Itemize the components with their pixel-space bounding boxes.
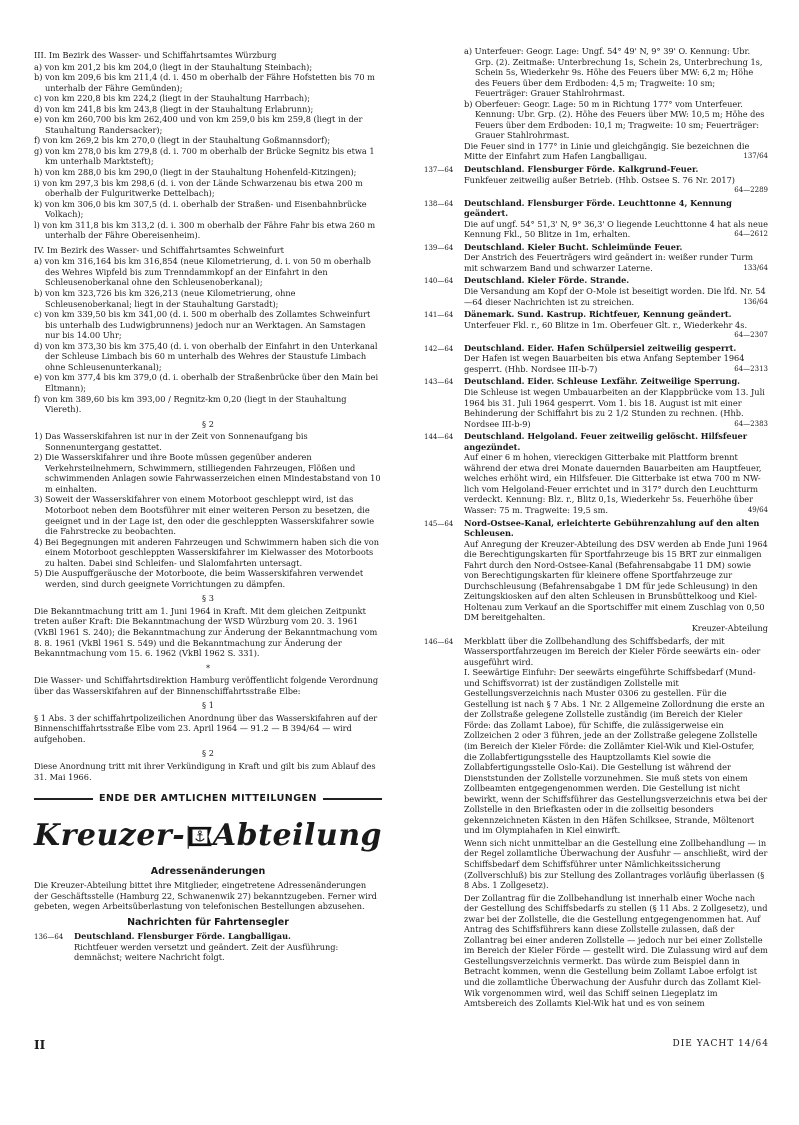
list-item: c) von km 339,50 bis km 341,00 (d. i. 500 m oberhalb des Zollamtes Schweinfurt bis unterhalb des Ludwigbrunnens) jedoch nur an Werktagen. An Samstagen nur bis 14.00 Uhr; — [34, 309, 371, 341]
notice-item — [424, 518, 768, 634]
list-item: b) von km 323,726 bis km 326,213 (neue Kilometrierung, ohne Schleusenoberkanal; liegt in der Stauhaltung Garstadt); — [34, 288, 296, 309]
notice-item — [424, 309, 768, 341]
address-heading: Adressenänderungen — [150, 865, 266, 877]
notice-number: 139—64 — [424, 243, 454, 252]
continuation-block — [424, 46, 768, 162]
notice-title: Dänemark. Sund. Kastrup. Richtfeuer, Kennung geändert. — [464, 309, 732, 320]
notice-title: Deutschland. Kieler Förde. Strande. — [464, 275, 630, 286]
notice-item — [424, 431, 768, 515]
notice-number: 142—64 — [424, 344, 454, 353]
notice-body — [464, 164, 768, 196]
notice-text — [464, 452, 768, 515]
list-item: e) von km 377,4 bis km 379,0 (d. i. oberhalb der Straßenbrücke über den Main bei Eltmann); — [34, 372, 379, 393]
reference-code: 64—2612 — [734, 230, 768, 239]
notice-number: 144—64 — [424, 433, 454, 442]
section-title: III. Im Bezirk des Wasser- und Schiffahrtsamtes Würzburg — [34, 50, 277, 60]
reference-code: 64—2307 — [734, 331, 768, 340]
left-column — [34, 46, 382, 963]
list-item: c) von km 220,8 bis km 224,2 (liegt in der Stauhaltung Harrbach); — [34, 93, 311, 104]
right-column — [424, 46, 768, 1011]
list-item: a) von km 316,164 bis km 316,854 (neue Kilometrierung, d. i. von 50 m oberhalb des Wehres Wipfeld bis zum Trenndammkopf an der Einfahrt in den Schleusenoberkanal ohne den Schleusenoberkanal); — [34, 256, 371, 288]
notice-number: 137—64 — [424, 166, 454, 175]
section-list — [34, 62, 382, 241]
list-item: e) von km 260,700 bis km 262,400 und von km 259,0 bis km 259,8 (liegt in der Stauhaltung Randersacker); — [34, 114, 363, 135]
notice-title: Deutschland. Flensburger Förde. Leuchttonne 4, Kennung geändert. — [464, 197, 732, 219]
notice-body — [464, 376, 768, 429]
notice-146-body — [424, 667, 768, 1009]
notice-item — [424, 242, 768, 274]
paragraph-text: I. Seewärtige Einfuhr: Der seewärts eingeführte Schiffsbedarf (Mund- und Schiffsvorrat) ist der zuständigen Zollstelle mit Gestellungsverzeichnis nach Muster 0306 zu gestellen. Für die Gestellung ist nach § 7 Abs. 1 Nr. 2 Allgemeine Zollordnung die erste an der Zollstraße gelegene Zollstelle zuständig (im Bereich der Kieler Förde: das Zollamt Laboe), für Schiffe, die zulässigerweise ein Zollzeichen 2 oder 3 führen, jede an der Zollstraße gelegene Zollstelle (im Bereich der Kieler Förde: die Zollämter Kiel-Wik und Kiel-Ostufer, die Zollabfertigungsstelle des Hauptzollamts Kiel sowie die Zollabfertigungsstelle Oslo-Kai). Die Gestellung ist während der Dienststunden der Zollstelle vorzunehmen. Sie muß stets von einem Zollbeamten entgegengenommen werden. Die Gestellung ist nicht bewirkt, wenn der Schiffsführer das Gestellungsverzeichnis etwa bei der Zollstelle in den Briefkasten oder in die zollseitig besonders gekennzeichneten Kästen in den Häfen Schilksee, Strande, Möltenort und im Olympiahafen in Kiel einwirft. — [464, 667, 768, 836]
list-item: 5) Die Auspuffgeräusche der Motorboote, die beim Wasserskifahren verwendet werden, sind durch geeignete Vorrichtungen zu dämpfen. — [34, 568, 364, 589]
notice-text-body: Die Versandung am Kopf der O-Mole ist beseitigt worden. Die lfd. Nr. 54—64 dieser Nachrichten ist zu streichen. — [464, 286, 766, 307]
paragraph-sign: § 2 — [202, 418, 214, 429]
notice-body — [464, 275, 768, 307]
notice-number: 140—64 — [424, 277, 454, 286]
logo-word-left: Kreuzer- — [34, 818, 186, 854]
notice-number: 145—64 — [424, 519, 454, 528]
notice-text — [464, 174, 768, 195]
notice-body — [464, 636, 768, 668]
paragraph-text: § 1 Abs. 3 der schiffahrtpolizeilichen Anordnung über das Wasserskifahren auf der Binnenschiffahrtsstraße Elbe vom 23. April 1964 — 91.2 — B 394/64 — wird aufgehoben. — [34, 712, 378, 744]
notice-title: Nord-Ostsee-Kanal, erleichterte Gebührenzahlung auf den alten Schleusen. — [464, 517, 760, 539]
list-item: 4) Bei Begegnungen mit anderen Fahrzeugen und Schwimmern haben sich die von einem Motorboot geschleppten Wasserskifahrer im Kielwasser des Motorboots zu halten. Dabei sind Schleifen- und Slalomfahrten untersagt. — [34, 536, 379, 568]
paragraph-sign: § 3 — [202, 593, 214, 604]
reference-code: 64—2289 — [734, 186, 768, 195]
list-item: 1) Das Wasserskifahren ist nur in der Zeit von Sonnenaufgang bis Sonnenuntergang gestattet. — [34, 431, 308, 452]
notice-text — [464, 219, 768, 240]
notice-body — [74, 931, 382, 963]
notice-body — [464, 198, 768, 240]
notice-title: Deutschland. Eider. Schleuse Lexfähr. Zeitweilige Sperrung. — [464, 376, 741, 387]
list-item: h) von km 288,0 bis km 290,0 (liegt in der Stauhaltung Hohenfeld-Kitzingen); — [34, 167, 357, 178]
reference-code: 64—2313 — [734, 364, 768, 373]
separator-star: * — [205, 662, 211, 673]
notice-text: Richtfeuer werden versetzt und geändert. Zeit der Ausführung: demnächst; weitere Nachricht folgt. — [74, 941, 339, 963]
paragraph-text: Die Bekanntmachung tritt am 1. Juni 1964 in Kraft. Mit dem gleichen Zeitpunkt treten außer Kraft: Die Bekanntmachung der WSD Würzburg vom 20. 3. 1961 (VkBl 1961 S. 240); die Bekanntmachung zur Änderung der Bekanntmachung vom 8. 8. 1961 (VkBl 1961 S. 549) und die Bekanntmachung zur Änderung der Bekanntmachung vom 15. 6. 1962 (VkBl 1962 S. 331). — [34, 605, 378, 659]
notice-text — [464, 353, 768, 374]
notice-text-body: Die Schleuse ist wegen Umbauarbeiten an der Klappbrücke vom 13. Juli 1964 bis 31. Juli 1964 gesperrt. Vom 1. bis 18. August ist mit einer Behinderung der Schiffahrt bis zu 2 1/2 Stunden zu rechnen. (Hhb. Nordsee III-b-9) — [464, 386, 765, 429]
news-heading: Nachrichten für Fahrtensegler — [127, 916, 289, 928]
notice-text-body: Der Hafen ist wegen Bauarbeiten bis etwa Anfang September 1964 gesperrt. (Hhb. Nordsee III-b-7) — [464, 353, 745, 374]
notice-title: Deutschland. Flensburger Förde. Langballigau. — [74, 931, 291, 942]
list-item: f) von km 269,2 bis km 270,0 (liegt in der Stauhaltung Goßmannsdorf); — [34, 135, 331, 146]
notice-item — [34, 931, 382, 963]
list-item: 2) Die Wasserskifahrer und ihre Boote müssen gegenüber anderen Verkehrsteilnehmern, Schwimmern, stilliegenden Fahrzeugen, Flößen und schwimmenden Anlagen sowie Fahrwasserzeichen einen Mindestabstand von 10 m einhalten. — [34, 452, 381, 494]
notice-text-body: Die auf ungf. 54° 51,3' N, 9° 36,3' O liegende Leuchttonne 4 hat als neue Kennung Fkl., 50 Blitze in 1m, erhalten. — [464, 218, 768, 240]
notice-item — [424, 164, 768, 196]
notice-title: Deutschland. Flensburger Förde. Kalkgrund-Feuer. — [464, 164, 699, 175]
notice-item — [424, 376, 768, 429]
notice-text-body: Funkfeuer zeitweilig außer Betrieb. (Hhb. Ostsee S. 76 Nr. 2017) — [464, 174, 735, 185]
reference-code: 133/64 — [743, 263, 768, 272]
list-item: d) von km 373,30 bis km 375,40 (d. i. von oberhalb der Einfahrt in den Unterkanal der Schleuse Limbach bis 60 m unterhalb des Wehres der Staustufe Limbach ohne Schleusenunterkanal); — [34, 340, 378, 372]
reference-code: 137/64 — [743, 152, 768, 161]
list-item: l) von km 311,8 bis km 313,2 (d. i. 300 m oberhalb der Fähre Fahr bis etwa 260 m unterhalb der Fähre Obereisenheim). — [34, 219, 376, 241]
banner-rule — [323, 798, 382, 800]
list-item: f) von km 389,60 bis km 393,00 / Regnitz-km 0,20 (liegt in der Stauhaltung Viereth). — [34, 393, 347, 415]
reference-code: 64—2383 — [734, 419, 768, 428]
logo-word-right: Abteilung — [212, 818, 382, 854]
kreuzer-abteilung-logo — [34, 813, 382, 861]
notice-text — [464, 286, 768, 307]
notice-title: Deutschland. Helgoland. Feuer zeitweilig gelöscht. Hilfsfeuer angezündet. — [464, 431, 748, 452]
list-item: 3) Soweit der Wasserskifahrer von einem Motorboot geschleppt wird, ist das Motorboot neben dem Bootsführer mit einer weiteren Person zu besetzen, die geeignet und in der Lage ist, den oder die geschleppten Wasserskifahrer sowie die Fahrstrecke zu beobachten. — [34, 494, 375, 537]
issue-label: DIE YACHT 14/64 — [672, 1039, 769, 1049]
paragraph-sign: § 2 — [202, 748, 214, 759]
paragraph-list — [34, 431, 382, 589]
reference-code: 136/64 — [743, 297, 768, 306]
paragraph-sign: § 1 — [202, 700, 214, 711]
notice-title: Deutschland. Eider. Hafen Schülpersiel zeitweilig gesperrt. — [464, 342, 737, 353]
notice-body — [464, 242, 768, 274]
list-item: g) von km 278,0 bis km 279,8 (d. i. 700 m oberhalb der Brücke Segnitz bis etwa 1 km unterhalb Marktsteft); — [34, 145, 375, 167]
list-item: a) Unterfeuer: Geogr. Lage: Ungf. 54° 49' N, 9° 39' O. Kennung: Ubr. Grp. (2). Zeitmaße: Unterbrechung 1s, Schein 2s, Unterbrechung 1s, Schein 5s, Wiederkehr 9s. Höhe des Feuers über MW: 6,2 m; Höhe des Feuers über dem Erdboden: 4,5 m; Tragweite: 10 sm; Feuerträger: Grauer Stahlrohrmast. — [464, 46, 763, 99]
notice-text: Auf Anregung der Kreuzer-Abteilung des DSV werden ab Ende Juni 1964 die Berechtigungskarten für Sportfahrzeuge bis 15 BRT zur einmaligen Fahrt durch den Nord-Ostsee-Kanal (Befahrensabgabe 11 DM) sowie von Berechtigungskarten für kleinere offene Sportfahrzeuge zur Durchschleusung (Befahrensabgabe 1 DM für jede Schleusung) in den Zeitungskiosken auf den alten Schleusen in Brunsbüttelkoog und Kiel-Holtenau zum Verkauf an die Sportschiffer mit einem Zuschlag von 0,50 DM bereitgehalten. — [464, 538, 768, 623]
notice-text — [464, 252, 768, 273]
notice-number: 141—64 — [424, 311, 454, 320]
list-item: b) Oberfeuer: Geogr. Lage: 50 m in Richtung 177° vom Unterfeuer. Kennung: Ubr. Grp. (2). Höhe des Feuers über MW: 10,5 m; Höhe des Feuers über dem Erdboden: 10,1 m; Tragweite: 10 sm; Feuerträger: Grauer Stahlrohrmast. — [464, 98, 765, 141]
notice-number: 136—64 — [34, 933, 64, 942]
paragraph-text: Die Wasser- und Schiffahrtsdirektion Hamburg veröffentlicht folgende Verordnung über das Wasserskifahren auf der Binnenschiffahrtsstraße Elbe: — [34, 675, 379, 696]
list-item: k) von km 306,0 bis km 307,5 (d. i. oberhalb der Straßen- und Eisenbahnbrücke Volkach); — [34, 198, 367, 220]
notice-item — [424, 198, 768, 240]
notice-number: 138—64 — [424, 199, 454, 208]
notice-text-body: Auf einer 6 m hohen, viereckigen Gitterbake mit Plattform brennt während der etwa drei Monate dauernden Bauarbeiten am Hauptfeuer, welches erhöht wird, ein Hilfsfeuer. Die Gitterbake ist etwa 700 m NW-lich vom Helgoland-Feuer errichtet und in 317° durch den Leuchtturm verdeckt. Kennung: Blz. r., Blitz 0,1s, Wiederkehr 5s. Feuerhöhe über Wasser: 75 m. Tragweite: 19,5 sm. — [464, 452, 762, 515]
paragraph-text — [464, 141, 768, 162]
page-number: II — [34, 1038, 46, 1052]
notice-text — [464, 387, 768, 429]
anchor-flag-icon — [185, 814, 213, 860]
address-text: Die Kreuzer-Abteilung bittet ihre Mitglieder, eingetretene Adressenänderungen der Geschäftsstelle (Hamburg 22, Schwanenwik 27) bekanntzugeben. Ferner wird gebeten, wegen Arbeitsüberlastung von telefonischen Bestellungen abzusehen. — [34, 880, 377, 912]
notice-item — [424, 275, 768, 307]
notice-title: Merkblatt über die Zollbehandlung des Schiffsbedarfs, der mit Wassersportfahrzeugen im Bereich der Kieler Förde seewärts ein- oder ausgeführt wird. — [464, 635, 761, 667]
notice-body — [464, 518, 768, 634]
paragraph-text: Der Zollantrag für die Zollbehandlung ist innerhalb einer Woche nach der Gestellung des Schiffsbedarfs zu stellen (§ 11 Abs. 2 Zollgesetz), und zwar bei der Zollstelle, die die Gestellung entgegengenommen hat. Auf Antrag des Schiffsführers kann diese Zollstelle zulassen, daß der Zollantrag bei einer anderen Zollstelle — jedoch nur bei einer Zollstelle im Bereich der Kieler Förde — gestellt wird. Die Zulassung wird auf dem Gestellungsverzeichnis vermerkt. Das würde zum Beispiel dann in Betracht kommen, wenn die Gestellung beim Zollamt Laboe erfolgt ist und die zollamtliche Überwachung der Ausfuhr durch das Zollamt Kiel-Wik vorgenommen wird, weil das Schiff seinen Liegeplatz im Amtsbereich des Zollamts Kiel-Wik hat und es von seinem — [464, 892, 768, 1009]
notice-text-body: Der Anstrich des Feuerträgers wird geändert in: weißer runder Turm mit schwarzem Band und schwarzer Laterne. — [464, 252, 754, 273]
notice-item — [424, 636, 768, 668]
list-item: d) von km 241,8 bis km 243,8 (liegt in der Stauhaltung Erlabrunn); — [34, 103, 314, 114]
list-item: b) von km 209,6 bis km 211,4 (d. i. 450 m oberhalb der Fähre Hofstetten bis 70 m unterhalb der Fähre Gemünden); — [34, 72, 375, 93]
notice-body — [464, 309, 768, 341]
notice-item — [424, 343, 768, 375]
notice-number: 143—64 — [424, 378, 454, 387]
paragraph-text: Wenn sich nicht unmittelbar an die Gestellung eine Zollbehandlung — in der Regel zollamtliche Überwachung der Ausfuhr — anschließt, wird der Schiffsbedarf dem Schiffsführer unter Nämlichkeitssicherung (Zollverschluß) bis zur Stellung des Zollantrages vorläufig überlassen (§ 8 Abs. 1 Zollgesetz). — [464, 837, 768, 891]
list-item: i) von km 297,3 bis km 298,6 (d. i. von der Lände Schwarzenau bis etwa 200 m oberhalb der Fulguritwerke Dettelbach); — [34, 177, 363, 199]
notice-body — [464, 343, 768, 375]
paragraph-text: Diese Anordnung tritt mit ihrer Verkündigung in Kraft und gilt bis zum Ablauf des 31. Mai 1966. — [34, 761, 376, 782]
notice-text — [464, 319, 768, 340]
section-list — [34, 256, 382, 414]
list-item: a) von km 201,2 bis km 204,0 (liegt in der Stauhaltung Steinbach); — [34, 61, 313, 72]
end-banner — [34, 794, 382, 805]
continuation-text: Die Feuer sind in 177° in Linie und gleichgängig. Sie bezeichnen die Mitte der Einfahrt zum Hafen Langballigau. — [464, 140, 750, 162]
reference-code: 49/64 — [747, 505, 768, 514]
notice-title: Deutschland. Kieler Bucht. Schleimünde Feuer. — [464, 241, 683, 252]
banner-rule — [34, 798, 93, 800]
notice-body — [464, 431, 768, 515]
notice-text-body: Unterfeuer Fkl. r., 60 Blitze in 1m. Oberfeuer Glt. r., Wiederkehr 4s. — [464, 319, 748, 330]
end-banner-text: ENDE DER AMTLICHEN MITTEILUNGEN — [99, 793, 317, 805]
notice-signature: Kreuzer-Abteilung — [691, 622, 768, 633]
section-title: IV. Im Bezirk des Wasser- und Schiffahrtsamtes Schweinfurt — [34, 244, 284, 255]
notice-number: 146—64 — [424, 637, 454, 646]
